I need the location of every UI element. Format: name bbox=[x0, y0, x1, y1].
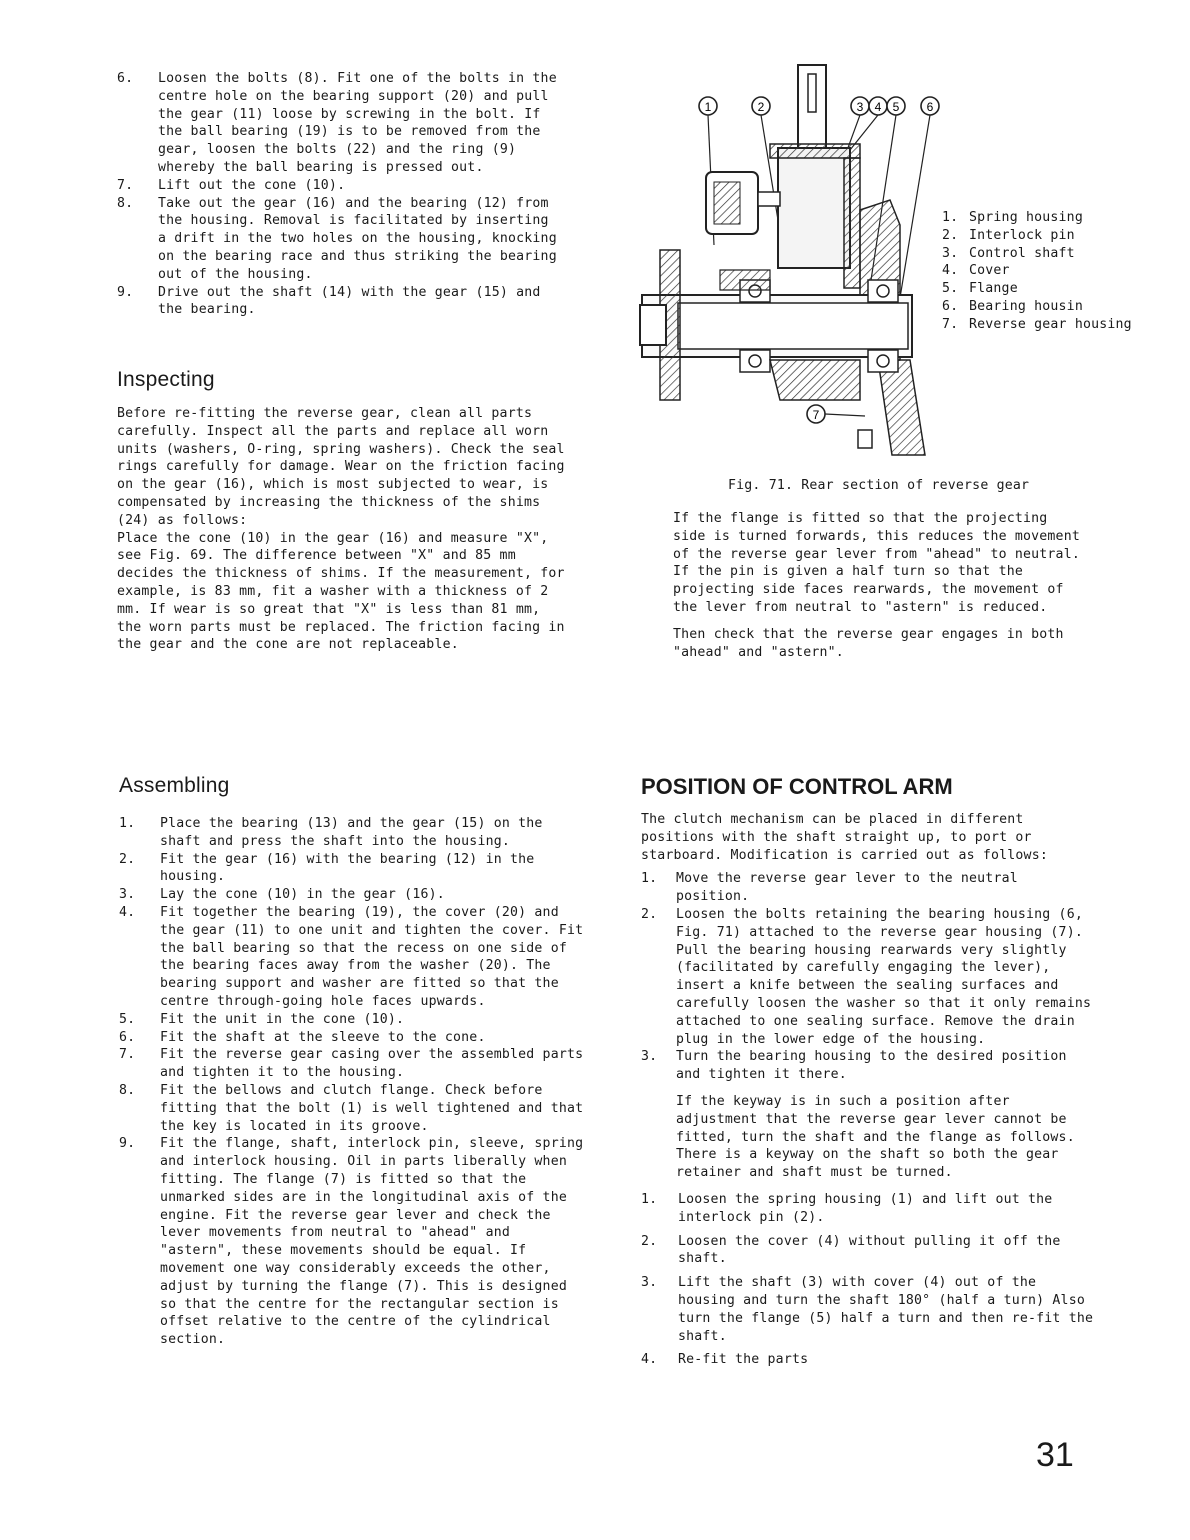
disassembly-steps bbox=[117, 70, 562, 319]
list-item: 3. Turn the bearing housing to the desired position and tighten it there. bbox=[641, 1049, 1067, 1083]
callout-6 bbox=[921, 97, 939, 115]
flange-note-paragraph: If the flange is fitted so that the projecting side is turned forwards, this reduces the movement of the reverse gear lever from "ahead" to neutral. If the pin is given a half turn so that the projecting side faces rearwards, the movement of the lever from neutral to "astern" is reduced. bbox=[673, 511, 1080, 615]
svg-text:6: 6 bbox=[926, 100, 934, 114]
list-item: 9. Fit the flange, shaft, interlock pin, sleeve, spring and interlock housing. Oil in parts liberally when fitting. The flange (7) is fitted so that the unmarked sides are in the longitudinal axis of the engine. Fit the reverse gear lever and check the lever movements from neutral to "ahead" and "astern", these movements should be equal. If movement one way considerably exceeds the other, adjust by turning the flange (7). This is designed so that the centre for the rectangular section is offset relative to the centre of the cylindrical section. bbox=[119, 1136, 584, 1348]
callout-1 bbox=[699, 97, 717, 115]
list-item: 3. Lay the cone (10) in the gear (16). bbox=[119, 887, 445, 903]
list-item: 9. Drive out the shaft (14) with the gear (15) and the bearing. bbox=[117, 284, 541, 318]
list-item: 1. Place the bearing (13) and the gear (15) on the shaft and press the shaft into the housing. bbox=[119, 816, 543, 849]
callout-5 bbox=[887, 97, 905, 115]
figure-legend bbox=[942, 209, 1162, 334]
callout-7 bbox=[807, 405, 825, 423]
flange-note-paragraph-2: Then check that the reverse gear engages in both "ahead" and "astern". bbox=[673, 626, 1064, 660]
figure-caption: Fig. 71. Rear section of reverse gear bbox=[728, 478, 1030, 493]
control-arm-steps-2 bbox=[641, 1191, 1096, 1369]
reverse-gear-section-diagram bbox=[630, 60, 940, 460]
svg-text:2: 2 bbox=[757, 100, 765, 114]
keyway-note: If the keyway is in such a position after adjustment that the reverse gear lever cannot be fitted, turn the shaft and the flange as follows. There is a keyway on the shaft so both the gear retainer and shaft must be turned. bbox=[676, 1093, 1075, 1181]
svg-text:7: 7 bbox=[812, 408, 820, 422]
svg-text:5: 5 bbox=[892, 100, 900, 114]
assembling-steps bbox=[119, 815, 589, 1349]
svg-text:4: 4 bbox=[874, 100, 882, 114]
list-item: 1. Loosen the spring housing (1) and lift out the interlock pin (2). bbox=[641, 1191, 1053, 1225]
list-item: 4. Re-fit the parts bbox=[641, 1352, 809, 1368]
list-item: 6. Fit the shaft at the sleeve to the cone. bbox=[119, 1029, 486, 1045]
list-item: 8. Fit the bellows and clutch flange. Check before fitting that the bolt (1) is well tightened and that the key is located in its groove. bbox=[119, 1082, 584, 1134]
inspecting-heading: Inspecting bbox=[117, 368, 215, 391]
inspecting-paragraph: Before re-fitting the reverse gear, clean all parts carefully. Inspect all the parts and replace all worn units (washers, O-ring, spring washers). Check the seal rings carefully for damage. Wear on the friction facing on the gear (16), which is most subjected to wear, is compensated by increasing the thickness of the shims (24) as follows: bbox=[117, 406, 565, 528]
legend-item: 1. Spring housing bbox=[942, 210, 1083, 225]
assembling-heading: Assembling bbox=[119, 774, 230, 797]
list-item: 2. Loosen the bolts retaining the bearing housing (6, Fig. 71) attached to the reverse gear housing (7). Pull the bearing housing rearwards very slightly (facilitated by carefully engaging the lever), insert a knife between the sealing surfaces and carefully loosen the washer so that it only remains attached to one sealing surface. Remove the drain plug in the lower edge of the housing. bbox=[641, 906, 1092, 1047]
flange-note bbox=[673, 510, 1088, 661]
callout-4 bbox=[869, 97, 887, 115]
list-item: 2. Fit the gear (16) with the bearing (12) in the housing. bbox=[119, 851, 535, 885]
legend-item: 3. Control shaft bbox=[942, 245, 1075, 261]
list-item: 3. Lift the shaft (3) with cover (4) out of the housing and turn the shaft 180° (half a turn) Also turn the flange (5) half a turn and then re-fit the shaft. bbox=[641, 1275, 1094, 1344]
list-item: 5. Fit the unit in the cone (10). bbox=[119, 1011, 405, 1027]
list-item: 2. Loosen the cover (4) without pulling it off the shaft. bbox=[641, 1233, 1061, 1267]
page-number: 31 bbox=[1036, 1436, 1074, 1474]
legend-item: 6. Bearing housin bbox=[942, 298, 1083, 314]
legend-item: 5. Flange bbox=[942, 281, 1018, 297]
control-arm-intro: The clutch mechanism can be placed in different positions with the shaft straight up, to port or starboard. Modification is carried out as follows: bbox=[641, 812, 1048, 863]
legend-item: 7. Reverse gear housing bbox=[942, 316, 1132, 332]
svg-text:1: 1 bbox=[704, 100, 712, 114]
list-item: 4. Fit together the bearing (19), the cover (20) and the gear (11) to one unit and tighten the cover. Fit the ball bearing so that the recess on one side of the bearing faces away from the washer (20). The bearing support and washer are fitted so that the centre through-going hole faces upwards. bbox=[119, 904, 584, 1009]
legend-item: 4. Cover bbox=[942, 263, 1010, 279]
inspecting-body bbox=[117, 405, 572, 654]
control-arm-body bbox=[641, 811, 1096, 1369]
list-item: 1. Move the reverse gear lever to the neutral position. bbox=[641, 871, 1018, 905]
control-arm-heading: POSITION OF CONTROL ARM bbox=[641, 774, 953, 799]
inspecting-paragraph-2: Place the cone (10) in the gear (16) and measure "X", see Fig. 69. The difference between "X" and 85 mm decides the thickness of shims. If the measurement, for example, is 83 mm, fit a washer with a thickness of 2 mm. If wear is so great that "X" is less than 81 mm, the worn parts must be replaced. The friction facing in the gear and the cone are not replaceable. bbox=[117, 530, 565, 653]
control-arm-steps bbox=[641, 870, 1096, 1084]
callout-2 bbox=[752, 97, 770, 115]
svg-text:3: 3 bbox=[856, 100, 864, 114]
legend-item: 2. Interlock pin bbox=[942, 227, 1075, 243]
list-item: 6. Loosen the bolts (8). Fit one of the bolts in the centre hole on the bearing support (20) and pull the gear (11) loose by screwing in the bolt. If the ball bearing (19) is to be removed from the gear, loosen the bolts (22) and the ring (9) whereby the ball bearing is pressed out. bbox=[117, 71, 557, 175]
list-item: 8. Take out the gear (16) and the bearing (12) from the housing. Removal is facilitated by inserting a drift in the two holes on the housing, knocking on the bearing race and thus striking the bearing out of the housing. bbox=[117, 195, 557, 282]
callout-3 bbox=[851, 97, 869, 115]
list-item: 7. Lift out the cone (10). bbox=[117, 177, 346, 193]
list-item: 7. Fit the reverse gear casing over the assembled parts and tighten it to the housing. bbox=[119, 1047, 584, 1081]
